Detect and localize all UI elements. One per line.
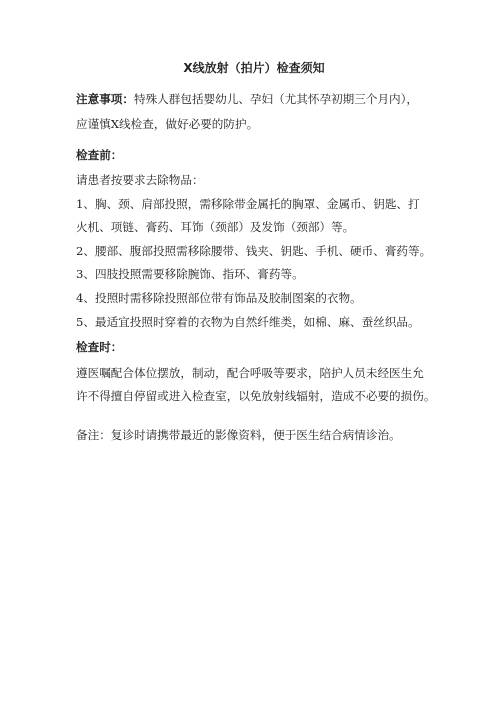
before-item-2: 2、腰部、腹部投照需移除腰带、钱夹、钥匙、手机、硬币、膏药等。 xyxy=(76,244,432,258)
before-item-1b: 火机、项链、膏药、耳饰（颈部）及发饰（颈部）等。 xyxy=(76,220,355,234)
before-item-3: 3、四肢投照需要移除腕饰、指环、膏药等。 xyxy=(76,267,304,281)
during-heading: 检查时： xyxy=(76,340,123,354)
before-item-5: 5、最适宜投照时穿着的衣物为自然纤维类，如棉、麻、蚕丝织品。 xyxy=(76,315,420,329)
during-line-1: 遵医嘱配合体位摆放，制动，配合呼吸等要求，陪护人员未经医生允 xyxy=(76,366,424,380)
before-heading: 检查前： xyxy=(76,148,123,162)
before-item-1a: 1、胸、颈、肩部投照，需移除带金属托的胸罩、金属币、钥匙、打 xyxy=(76,197,420,211)
notice-text-1: 特殊人群包括婴幼儿、孕妇（尤其怀孕初期三个月内）， xyxy=(133,92,419,106)
notice-line-1 xyxy=(76,91,436,107)
before-item-4: 4、投照时需移除投照部位带有饰品及胶制图案的衣物。 xyxy=(76,291,362,305)
notice-label: 注意事项： xyxy=(76,92,134,106)
during-line-2: 许不得擅自停留或进入检查室，以免放射线辐射，造成不必要的损伤。 xyxy=(76,389,436,403)
notice-line-2: 应谨慎X线检查，做好必要的防护。 xyxy=(76,117,259,131)
document-title: X线放射（拍片）检查须知 xyxy=(183,61,325,75)
remark: 备注：复诊时请携带最近的影像资料，便于医生结合病情诊治。 xyxy=(76,428,401,442)
before-intro: 请患者按要求去除物品： xyxy=(76,173,204,187)
